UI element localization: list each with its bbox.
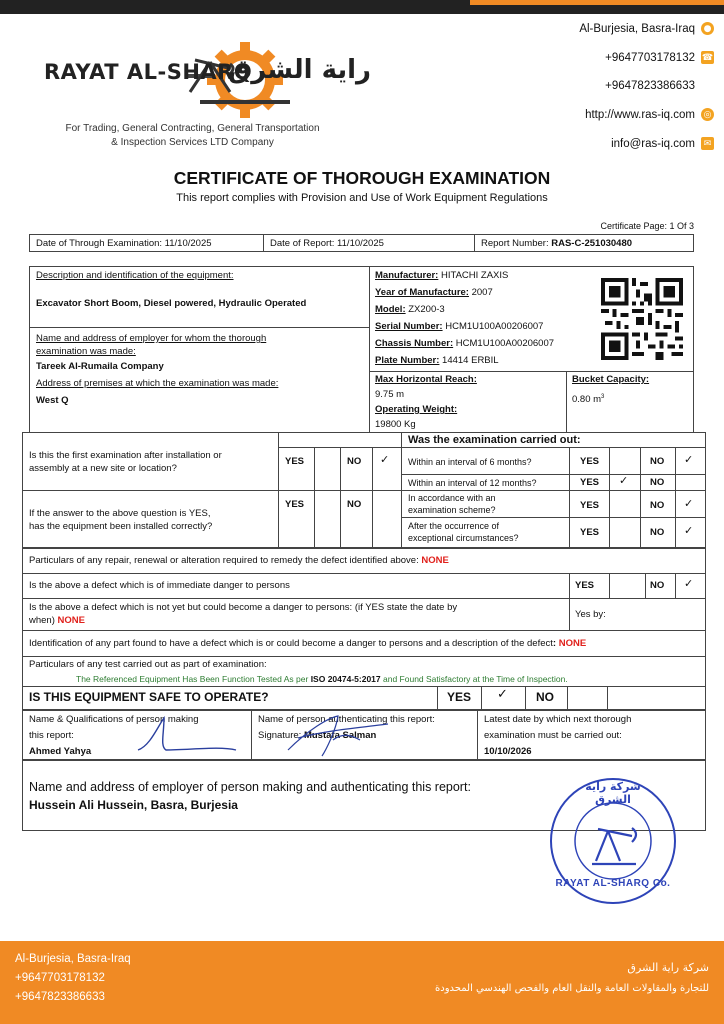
scheme-no[interactable]: NO xyxy=(650,500,665,511)
maker-name: Ahmed Yahya xyxy=(29,746,92,757)
immediate-danger-label: Is the above a defect which is of immediate danger to persons xyxy=(29,580,290,591)
interval-6-label: Within an interval of 6 months? xyxy=(408,457,532,467)
scheme-yes[interactable]: YES xyxy=(580,500,600,511)
auth-signature-mark xyxy=(278,710,398,760)
premises-label: Address of premises at which the examination was made: xyxy=(36,378,279,389)
maker-label-2: this report: xyxy=(29,730,74,741)
reach-label: Max Horizontal Reach: xyxy=(375,374,477,385)
immediate-no[interactable]: NO xyxy=(650,580,665,591)
q2-line-2: has the equipment been installed correctly? xyxy=(29,521,213,532)
q1-line-2: assembly at a new site or location? xyxy=(29,463,177,474)
weight-label: Operating Weight: xyxy=(375,404,458,415)
contact-phone-2: +9647823386633 xyxy=(605,80,695,92)
desc-value: Excavator Short Boom, Diesel powered, Hydraulic Operated xyxy=(36,298,307,309)
interval-12-label: Within an interval of 12 months? xyxy=(408,478,537,488)
reach-value: 9.75 m xyxy=(375,389,405,400)
safe-no[interactable]: NO xyxy=(536,690,554,704)
maker-signature xyxy=(130,716,240,758)
q2-line-1: If the answer to the above question is YES, xyxy=(29,508,211,519)
after-no-check[interactable]: ✓ xyxy=(684,524,694,537)
scheme-label-2: examination scheme? xyxy=(408,505,496,515)
test-value: The Referenced Equipment Has Been Function Tested As per ISO 20474-5:2017 and Found Satisfactory at the Time of Inspection. xyxy=(76,674,568,684)
exam-date: Date of Through Examination: 11/10/2025 xyxy=(36,238,212,249)
employer-label-2: examination was made: xyxy=(36,346,136,357)
q1-line-1: Is this the first examination after installation or xyxy=(29,450,222,461)
qr-code[interactable] xyxy=(601,278,683,360)
contact-website[interactable]: http://www.ras-iq.com ◎ xyxy=(585,108,714,121)
next-exam-label-1: Latest date by which next thorough xyxy=(484,714,632,725)
certificate-title: CERTIFICATE OF THOROUGH EXAMINATION xyxy=(173,168,551,188)
after-no[interactable]: NO xyxy=(650,527,665,538)
contact-address: Al-Burjesia, Basra-Iraq ● xyxy=(579,22,714,35)
carried-out-heading: Was the examination carried out: xyxy=(408,434,581,446)
report-date: Date of Report: 11/10/2025 xyxy=(270,238,384,249)
globe-icon: ◎ xyxy=(701,108,714,121)
desc-label: Description and identification of the equipment: xyxy=(36,270,234,281)
stamp-text-en: RAYAT AL-SHARQ Co. xyxy=(555,878,671,889)
employer-report-value: Hussein Ali Hussein, Basra, Burjesia xyxy=(29,798,238,812)
interval-12-yes[interactable]: YES xyxy=(580,477,600,488)
auth-signature: Signature: Mustafa Salman xyxy=(258,730,377,741)
employer-report-label: Name and address of employer of person making and authenticating this report: xyxy=(29,780,471,794)
employer-label-1: Name and address of employer for whom the thorough xyxy=(36,333,267,344)
certificate-page: Certificate Page: 1 Of 3 xyxy=(600,221,694,231)
manufacturer: Manufacturer: HITACHI ZAXIS xyxy=(375,270,509,281)
footer-desc-ar: للتجارة والمقاولات العامة والنقل العام والفحص الهندسي المحدودة xyxy=(435,983,709,994)
company-name-en: RAYAT AL-SHARQ xyxy=(44,60,253,84)
footer-address: Al-Burjesia, Basra-Iraq xyxy=(15,953,131,965)
repair-row: Particulars of any repair, renewal or alteration required to remedy the defect identified above: NONE xyxy=(29,555,449,566)
test-label: Particulars of any test carried out as part of examination: xyxy=(29,659,267,670)
stamp-text-ar: شركة راية الشرق xyxy=(585,780,641,806)
model: Model: ZX200-3 xyxy=(375,304,445,315)
report-number: Report Number: RAS-C-251030480 xyxy=(481,238,633,249)
footer-company-ar: شركة راية الشرق xyxy=(627,961,709,974)
plate-number: Plate Number: 14414 ERBIL xyxy=(375,355,499,366)
bucket-label: Bucket Capacity: xyxy=(572,374,650,385)
mail-icon: ✉ xyxy=(701,137,714,150)
future-danger-label-1: Is the above a defect which is not yet but could become a danger to persons: (if YES state the date by xyxy=(29,602,458,613)
footer-phone-2: +9647823386633 xyxy=(15,991,105,1003)
weight-value: 19800 Kg xyxy=(375,419,416,430)
footer-phone-1: +9647703178132 xyxy=(15,972,105,984)
q1-no-check[interactable]: ✓ xyxy=(380,453,390,466)
phone-icon: ☎ xyxy=(701,52,714,63)
top-bar-accent xyxy=(470,0,724,5)
next-exam-date: 10/10/2026 xyxy=(484,746,532,757)
yes-by-label: Yes by: xyxy=(575,609,606,620)
q2-yes[interactable]: YES xyxy=(285,499,305,510)
company-stamp xyxy=(548,776,678,906)
company-tagline xyxy=(40,122,345,150)
tagline-line-2: & Inspection Services LTD Company xyxy=(111,137,274,148)
interval-12-yes-check[interactable]: ✓ xyxy=(619,474,629,487)
safe-yes-check[interactable]: ✓ xyxy=(497,687,508,702)
scheme-label-1: In accordance with an xyxy=(408,493,496,503)
serial-number: Serial Number: HCM1U100A00206007 xyxy=(375,321,544,332)
chassis-number: Chassis Number: HCM1U100A00206007 xyxy=(375,338,555,349)
immediate-no-check[interactable]: ✓ xyxy=(684,577,694,590)
employer-value: Tareek Al-Rumaila Company xyxy=(36,361,164,372)
certificate-subtitle: This report complies with Provision and Use of Work Equipment Regulations xyxy=(176,192,548,204)
footer xyxy=(0,941,724,1024)
safe-to-operate-label: IS THIS EQUIPMENT SAFE TO OPERATE? xyxy=(29,690,269,704)
next-exam-label-2: examination must be carried out: xyxy=(484,730,622,741)
premises-value: West Q xyxy=(36,395,69,406)
bucket-value: 0.80 $m^3$ xyxy=(572,394,605,406)
interval-12-no[interactable]: NO xyxy=(650,477,665,488)
company-name-ar: راية الشرق xyxy=(228,55,372,85)
contact-phone-1: +9647703178132 ☎ xyxy=(605,51,714,64)
q1-no[interactable]: NO xyxy=(347,456,362,467)
location-icon: ● xyxy=(701,22,714,35)
q2-no[interactable]: NO xyxy=(347,499,362,510)
maker-label-1: Name & Qualifications of person making xyxy=(29,714,199,725)
auth-label: Name of person authenticating this report: xyxy=(258,714,435,725)
identification-row: Identification of any part found to have a defect which is or could become a danger to persons and a description of the defect: NONE xyxy=(29,638,587,649)
q1-yes[interactable]: YES xyxy=(285,456,305,467)
interval-6-no[interactable]: NO xyxy=(650,456,665,467)
after-label-1: After the occurrence of xyxy=(408,521,500,531)
after-label-2: exceptional circumstances? xyxy=(408,533,519,543)
after-yes[interactable]: YES xyxy=(580,527,600,538)
interval-6-yes[interactable]: YES xyxy=(580,456,600,467)
safe-yes[interactable]: YES xyxy=(447,690,472,704)
contact-email[interactable]: info@ras-iq.com ✉ xyxy=(611,137,714,150)
future-danger-label-2: when) NONE xyxy=(29,615,85,626)
tagline-line-1: For Trading, General Contracting, General Transportation xyxy=(65,123,320,134)
year-of-manufacture: Year of Manufacture: 2007 xyxy=(375,287,493,298)
scheme-no-check[interactable]: ✓ xyxy=(684,497,694,510)
immediate-yes[interactable]: YES xyxy=(575,580,595,591)
interval-6-no-check[interactable]: ✓ xyxy=(684,453,694,466)
